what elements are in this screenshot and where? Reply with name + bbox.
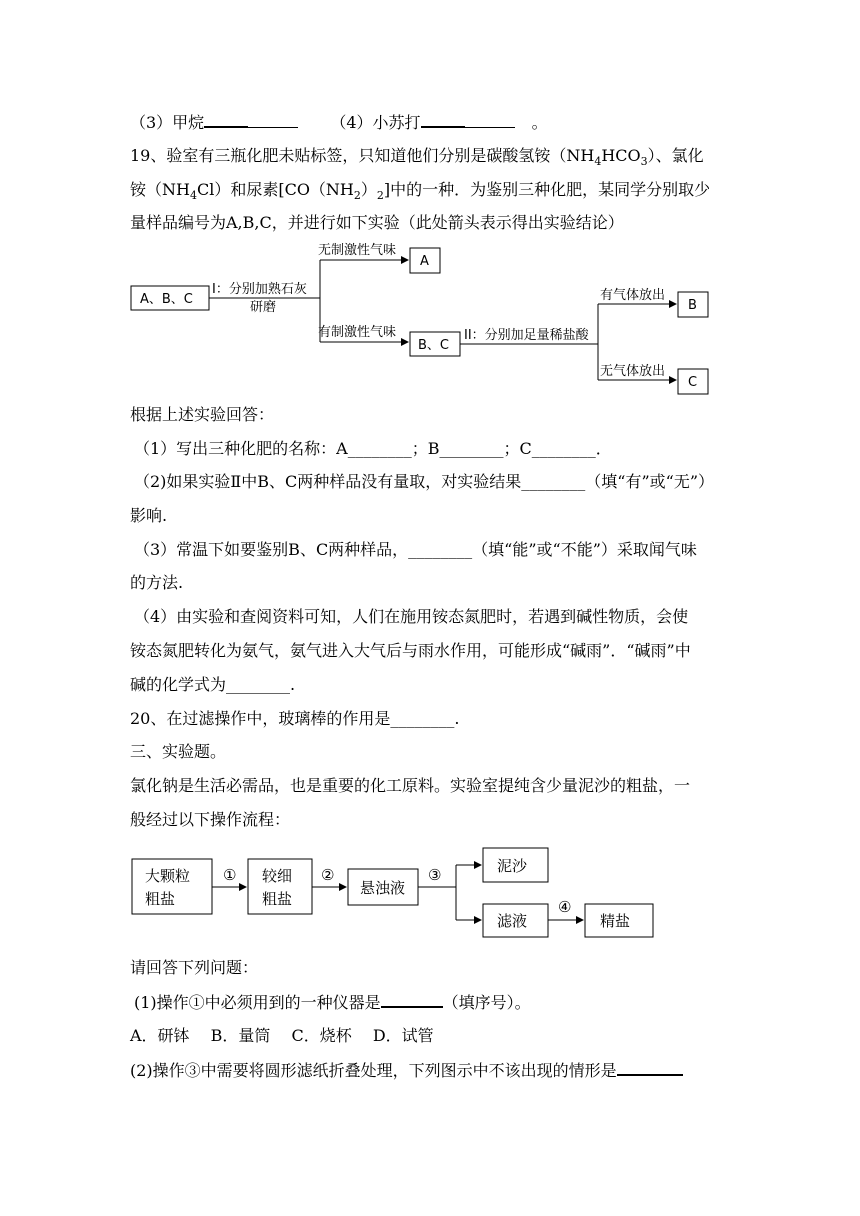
qa-intro <box>130 958 258 978</box>
text: 碱的化学式为________. <box>130 675 296 694</box>
subscript: 4 <box>594 155 602 169</box>
text: 19、验室有三瓶化肥未贴标签，只知道他们分别是碳酸氢铵（NH <box>130 146 595 165</box>
answer-blank <box>204 112 248 128</box>
answer-3-cont <box>130 573 183 593</box>
text: 影响. <box>130 506 168 525</box>
label-smell: 有制激性气味 <box>318 325 397 340</box>
text: （1）写出三种化肥的名称：A________；B________；C________． <box>134 439 612 458</box>
qa-part-2 <box>130 1060 683 1081</box>
answer-2-cont <box>130 506 167 526</box>
q18-item3: （3）甲烷 <box>130 113 205 132</box>
text: ） <box>360 180 377 199</box>
text: A．研钵 B．量筒 C．烧杯 D．试管 <box>130 1026 434 1045</box>
answer-3 <box>134 540 697 560</box>
answer-2 <box>134 472 714 492</box>
text: （3）常温下如要鉴别B、C两种样品，________（填“能”或“不能”）采取闻气味 <box>134 540 697 559</box>
label-coarse-1: 大颗粒 <box>145 867 191 885</box>
label-op3: ③ <box>428 866 442 884</box>
label-box-a: A <box>420 254 429 269</box>
text: 铵（NH <box>130 180 190 199</box>
label-step1-grind: 研磨 <box>250 300 277 315</box>
text: 氯化钠是生活必需品，也是重要的化工原料。实验室提纯含少量泥沙的粗盐，一 <box>130 776 691 795</box>
label-fine-1: 较细 <box>262 867 293 885</box>
text: 般经过以下操作流程： <box>130 810 291 829</box>
text: Cl）和尿素[CO（NH <box>196 180 354 199</box>
label-op1: ① <box>223 866 237 884</box>
answer-blank <box>465 113 515 128</box>
section-3-heading <box>130 742 226 762</box>
text: ]中的一种．为鉴别三种化肥，某同学分别取少 <box>383 180 711 199</box>
label-gas: 有气体放出 <box>600 288 666 303</box>
label-op4: ④ <box>558 898 572 916</box>
label-no-gas: 无气体放出 <box>600 364 666 379</box>
text: 请回答下列问题： <box>130 958 259 977</box>
answer-4 <box>134 607 688 627</box>
text: 根据上述实验回答： <box>130 405 275 424</box>
section-3-intro-cont <box>130 810 290 830</box>
answer-blank <box>421 112 465 128</box>
text: 铵态氮肥转化为氨气，氨气进入大气后与雨水作用，可能形成“碱雨”．“碱雨”中 <box>130 641 691 660</box>
subscript: 2 <box>353 189 361 203</box>
q19-line-1 <box>130 146 704 172</box>
q20 <box>130 709 459 729</box>
label-box-c: C <box>688 375 698 390</box>
section-3-intro <box>130 776 690 796</box>
text: （填序号）。 <box>442 993 531 1012</box>
label-sediment: 泥沙 <box>497 857 528 875</box>
qa-options <box>130 1026 434 1046</box>
q19-line-3 <box>130 213 624 233</box>
text: 的方法. <box>130 573 184 592</box>
label-op2: ② <box>321 866 335 884</box>
label-box-b: B <box>688 298 697 313</box>
answer-1 <box>134 439 612 459</box>
text: HCO <box>601 146 641 165</box>
answer-4-cont <box>130 641 691 661</box>
label-box-bc: B、C <box>418 338 449 353</box>
subscript: 2 <box>376 189 384 203</box>
answer-blank <box>248 113 298 128</box>
q18-line <box>130 112 548 133</box>
text: (1)操作①中必须用到的一种仪器是 <box>134 993 381 1012</box>
label-suspension: 悬浊液 <box>360 879 406 897</box>
text: 量样品编号为A,B,C，并进行如下实验（此处箭头表示得出实验结论） <box>130 213 624 232</box>
label-abc: A、B、C <box>140 292 193 307</box>
purification-flowchart <box>0 840 860 950</box>
text: （2)如果实验Ⅱ中B、C两种样品没有量取，对实验结果________（填“有”或“无”） <box>134 472 715 491</box>
label-fine-2: 粗盐 <box>262 890 293 908</box>
text: ）、氯化 <box>647 146 704 165</box>
label-refined: 精盐 <box>600 912 631 930</box>
text: 三、实验题。 <box>130 742 227 761</box>
identification-flowchart <box>0 238 860 408</box>
subscript: 4 <box>189 189 197 203</box>
text: （4）由实验和查阅资料可知，人们在施用铵态氮肥时，若遇到碱性物质，会使 <box>134 607 689 626</box>
answer-blank <box>617 1060 683 1076</box>
subscript: 3 <box>640 155 648 169</box>
text: 20、在过滤操作中，玻璃棒的作用是________. <box>130 709 460 728</box>
answers-intro <box>130 405 274 425</box>
text: (2)操作③中需要将圆形滤纸折叠处理，下列图示中不该出现的情形是 <box>130 1061 617 1080</box>
qa-part-1 <box>134 992 531 1013</box>
label-step1: I：分别加熟石灰 <box>212 282 307 297</box>
label-coarse-2: 粗盐 <box>145 890 176 908</box>
answer-blank <box>381 992 443 1008</box>
label-filtrate: 滤液 <box>497 912 528 930</box>
q19-line-2 <box>130 180 710 206</box>
q18-item4: （4）小苏打 <box>330 113 421 132</box>
label-step2: II：分别加足量稀盐酸 <box>464 328 589 343</box>
label-no-smell: 无制激性气味 <box>318 243 397 258</box>
answer-4-cont2 <box>130 675 295 695</box>
q18-end: 。 <box>531 113 548 132</box>
